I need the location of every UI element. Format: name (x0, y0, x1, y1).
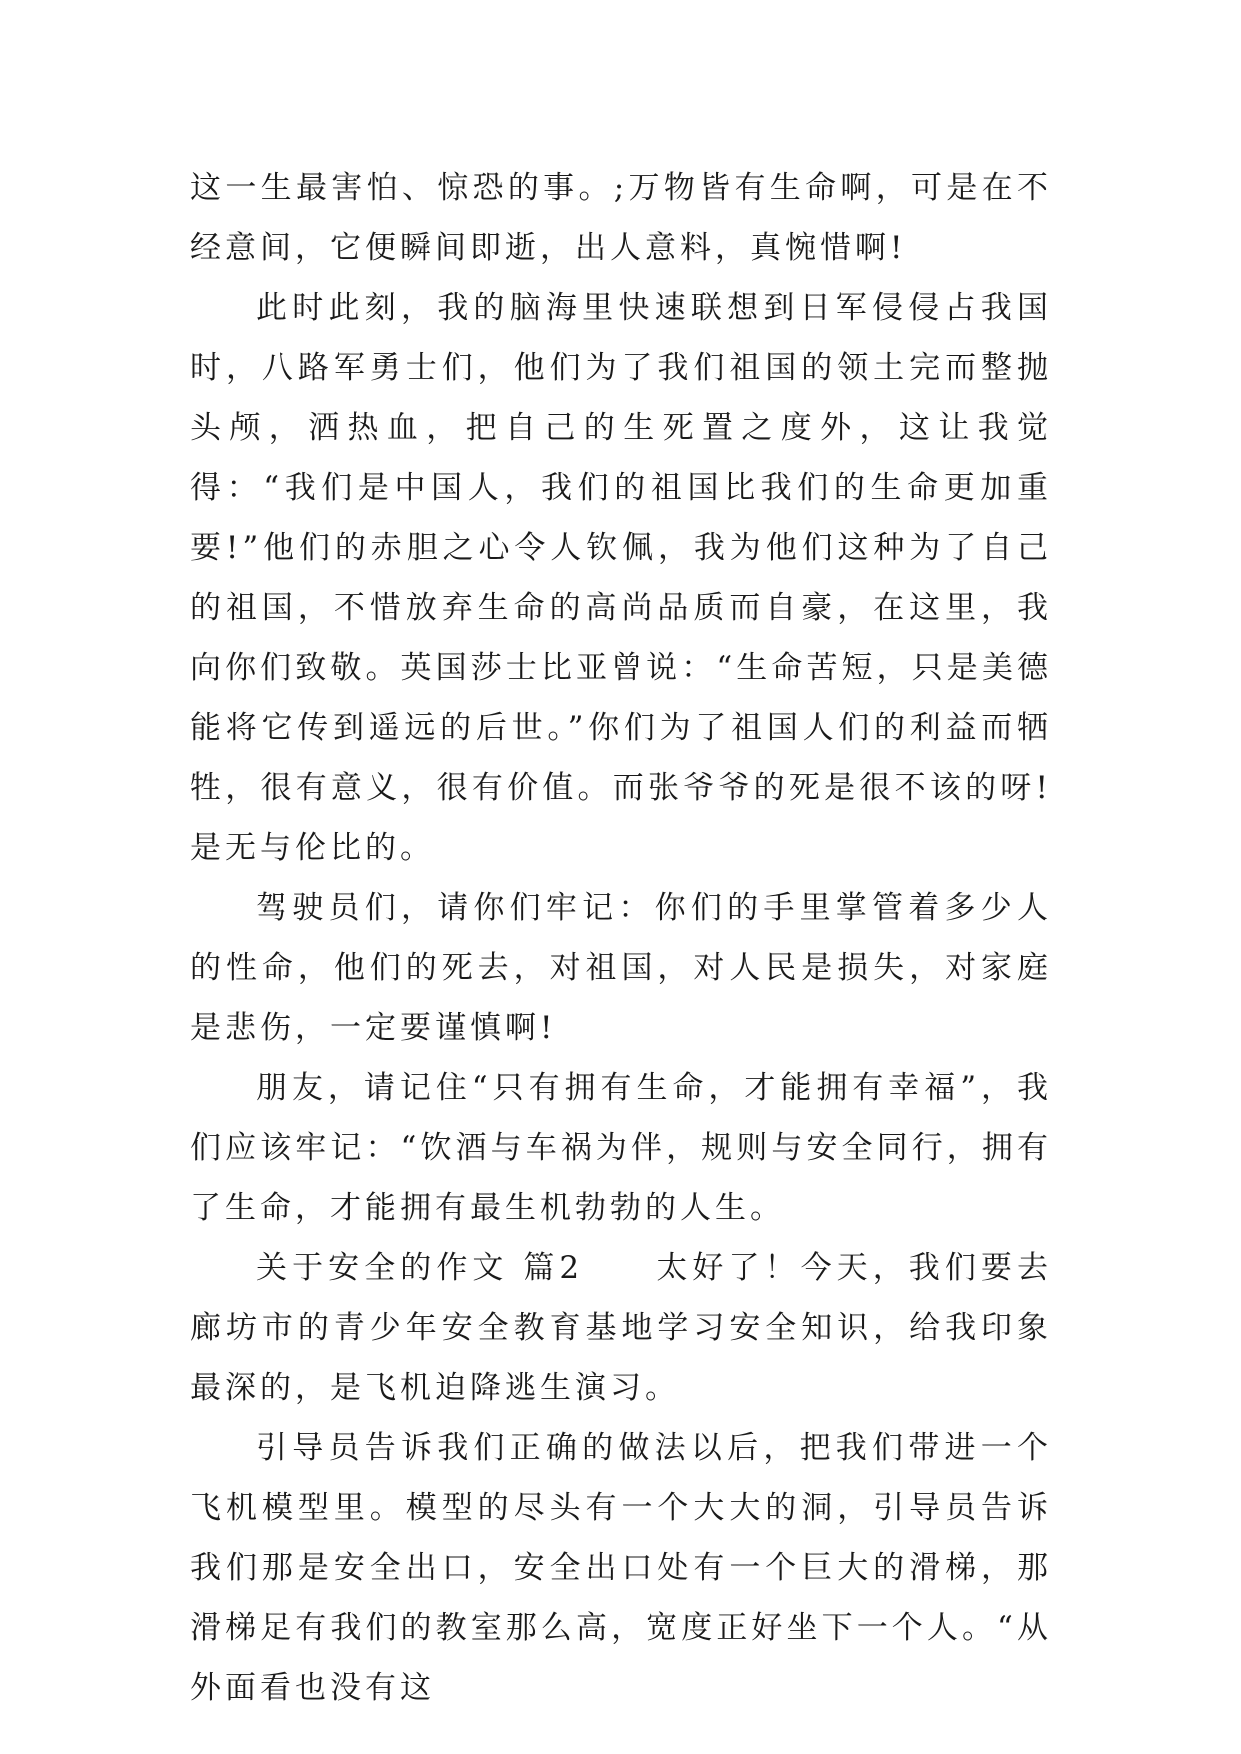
paragraph-1: 这一生最害怕、惊恐的事。;万物皆有生命啊，可是在不经意间，它便瞬间即逝，出人意料，真惋惜啊! (190, 170, 1052, 266)
paragraph-5: 关于安全的作文 篇2 太好了！今天，我们要去廊坊市的青少年安全教育基地学习安全知识，给我印象最深的，是飞机迫降逃生演习。 (190, 1250, 1052, 1406)
paragraph-3: 驾驶员们，请你们牢记：你们的手里掌管着多少人的性命，他们的死去，对祖国，对人民是损失，对家庭是悲伤，一定要谨慎啊! (190, 890, 1052, 1046)
paragraph-2: 此时此刻，我的脑海里快速联想到日军侵侵占我国时，八路军勇士们，他们为了我们祖国的领土完而整抛头颅，洒热血，把自己的生死置之度外，这让我觉得：“我们是中国人，我们的祖国比我们的生命更加重要!”他们的赤胆之心令人钦佩，我为他们这种为了自己的祖国，不惜放弃生命的高尚品质而自豪，在这里，我向你们致敬。英国莎士比亚曾说：“生命苦短，只是美德能将它传到遥远的后世。”你们为了祖国人们的利益而牺牲，很有意义，很有价值。而张爷爷的死是很不该的呀!是无与伦比的。 (190, 290, 1052, 866)
paragraph-4: 朋友，请记住“只有拥有生命，才能拥有幸福”，我们应该牢记：“饮酒与车祸为伴，规则与安全同行，拥有了生命，才能拥有最生机勃勃的人生。 (190, 1070, 1052, 1226)
paragraph-6: 引导员告诉我们正确的做法以后，把我们带进一个飞机模型里。模型的尽头有一个大大的洞，引导员告诉我们那是安全出口，安全出口处有一个巨大的滑梯，那滑梯足有我们的教室那么高，宽度正好坐下一个人。“从外面看也没有这 (190, 1430, 1052, 1706)
document-page (190, 158, 1052, 1718)
